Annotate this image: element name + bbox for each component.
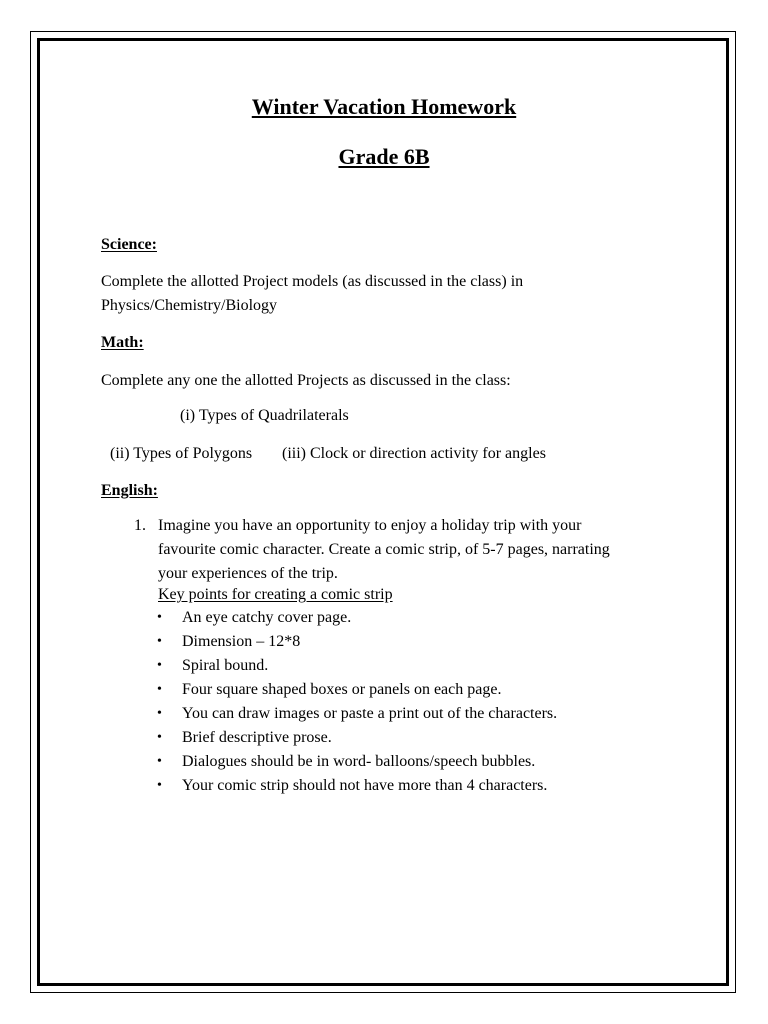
bullet-icon: • [157,682,162,697]
math-option-3: (iii) Clock or direction activity for angles [282,445,546,462]
list-item: • Dimension – 12*8 [155,630,557,654]
english-item-line-2: favourite comic character. Create a comic strip, of 5-7 pages, narrating [158,541,610,558]
bullet-icon: • [157,610,162,625]
page-border-inner [37,38,729,986]
math-option-1: (i) Types of Quadrilaterals [180,407,349,424]
document-title: Winter Vacation Homework [251,94,517,119]
english-item-number: 1. [134,517,146,534]
grade-title: Grade 6B [338,144,430,169]
list-item: • Your comic strip should not have more than 4 characters. [155,774,557,798]
list-item: • Spiral bound. [155,654,557,678]
bullet-icon: • [157,706,162,721]
key-points-heading: Key points for creating a comic strip [158,586,393,603]
english-item-line-3: your experiences of the trip. [158,565,338,582]
list-item: • Brief descriptive prose. [155,726,557,750]
bullet-icon: • [157,730,162,745]
science-line-2: Physics/Chemistry/Biology [101,297,278,314]
english-heading: English: [101,482,158,499]
bullet-icon: • [157,778,162,793]
math-intro: Complete any one the allotted Projects as discussed in the class: [101,372,511,389]
math-option-2: (ii) Types of Polygons [110,445,253,462]
key-points-list [155,606,557,798]
list-item: • You can draw images or paste a print out of the characters. [155,702,557,726]
science-heading: Science: [101,236,157,253]
english-item-line-1: Imagine you have an opportunity to enjoy a holiday trip with your [158,517,582,534]
list-item: • An eye catchy cover page. [155,606,557,630]
list-item: • Four square shaped boxes or panels on each page. [155,678,557,702]
bullet-icon: • [157,658,162,673]
list-item: • Dialogues should be in word- balloons/speech bubbles. [155,750,557,774]
bullet-icon: • [157,754,162,769]
math-heading: Math: [101,334,144,351]
bullet-icon: • [157,634,162,649]
science-line-1: Complete the allotted Project models (as discussed in the class) in [101,273,524,290]
